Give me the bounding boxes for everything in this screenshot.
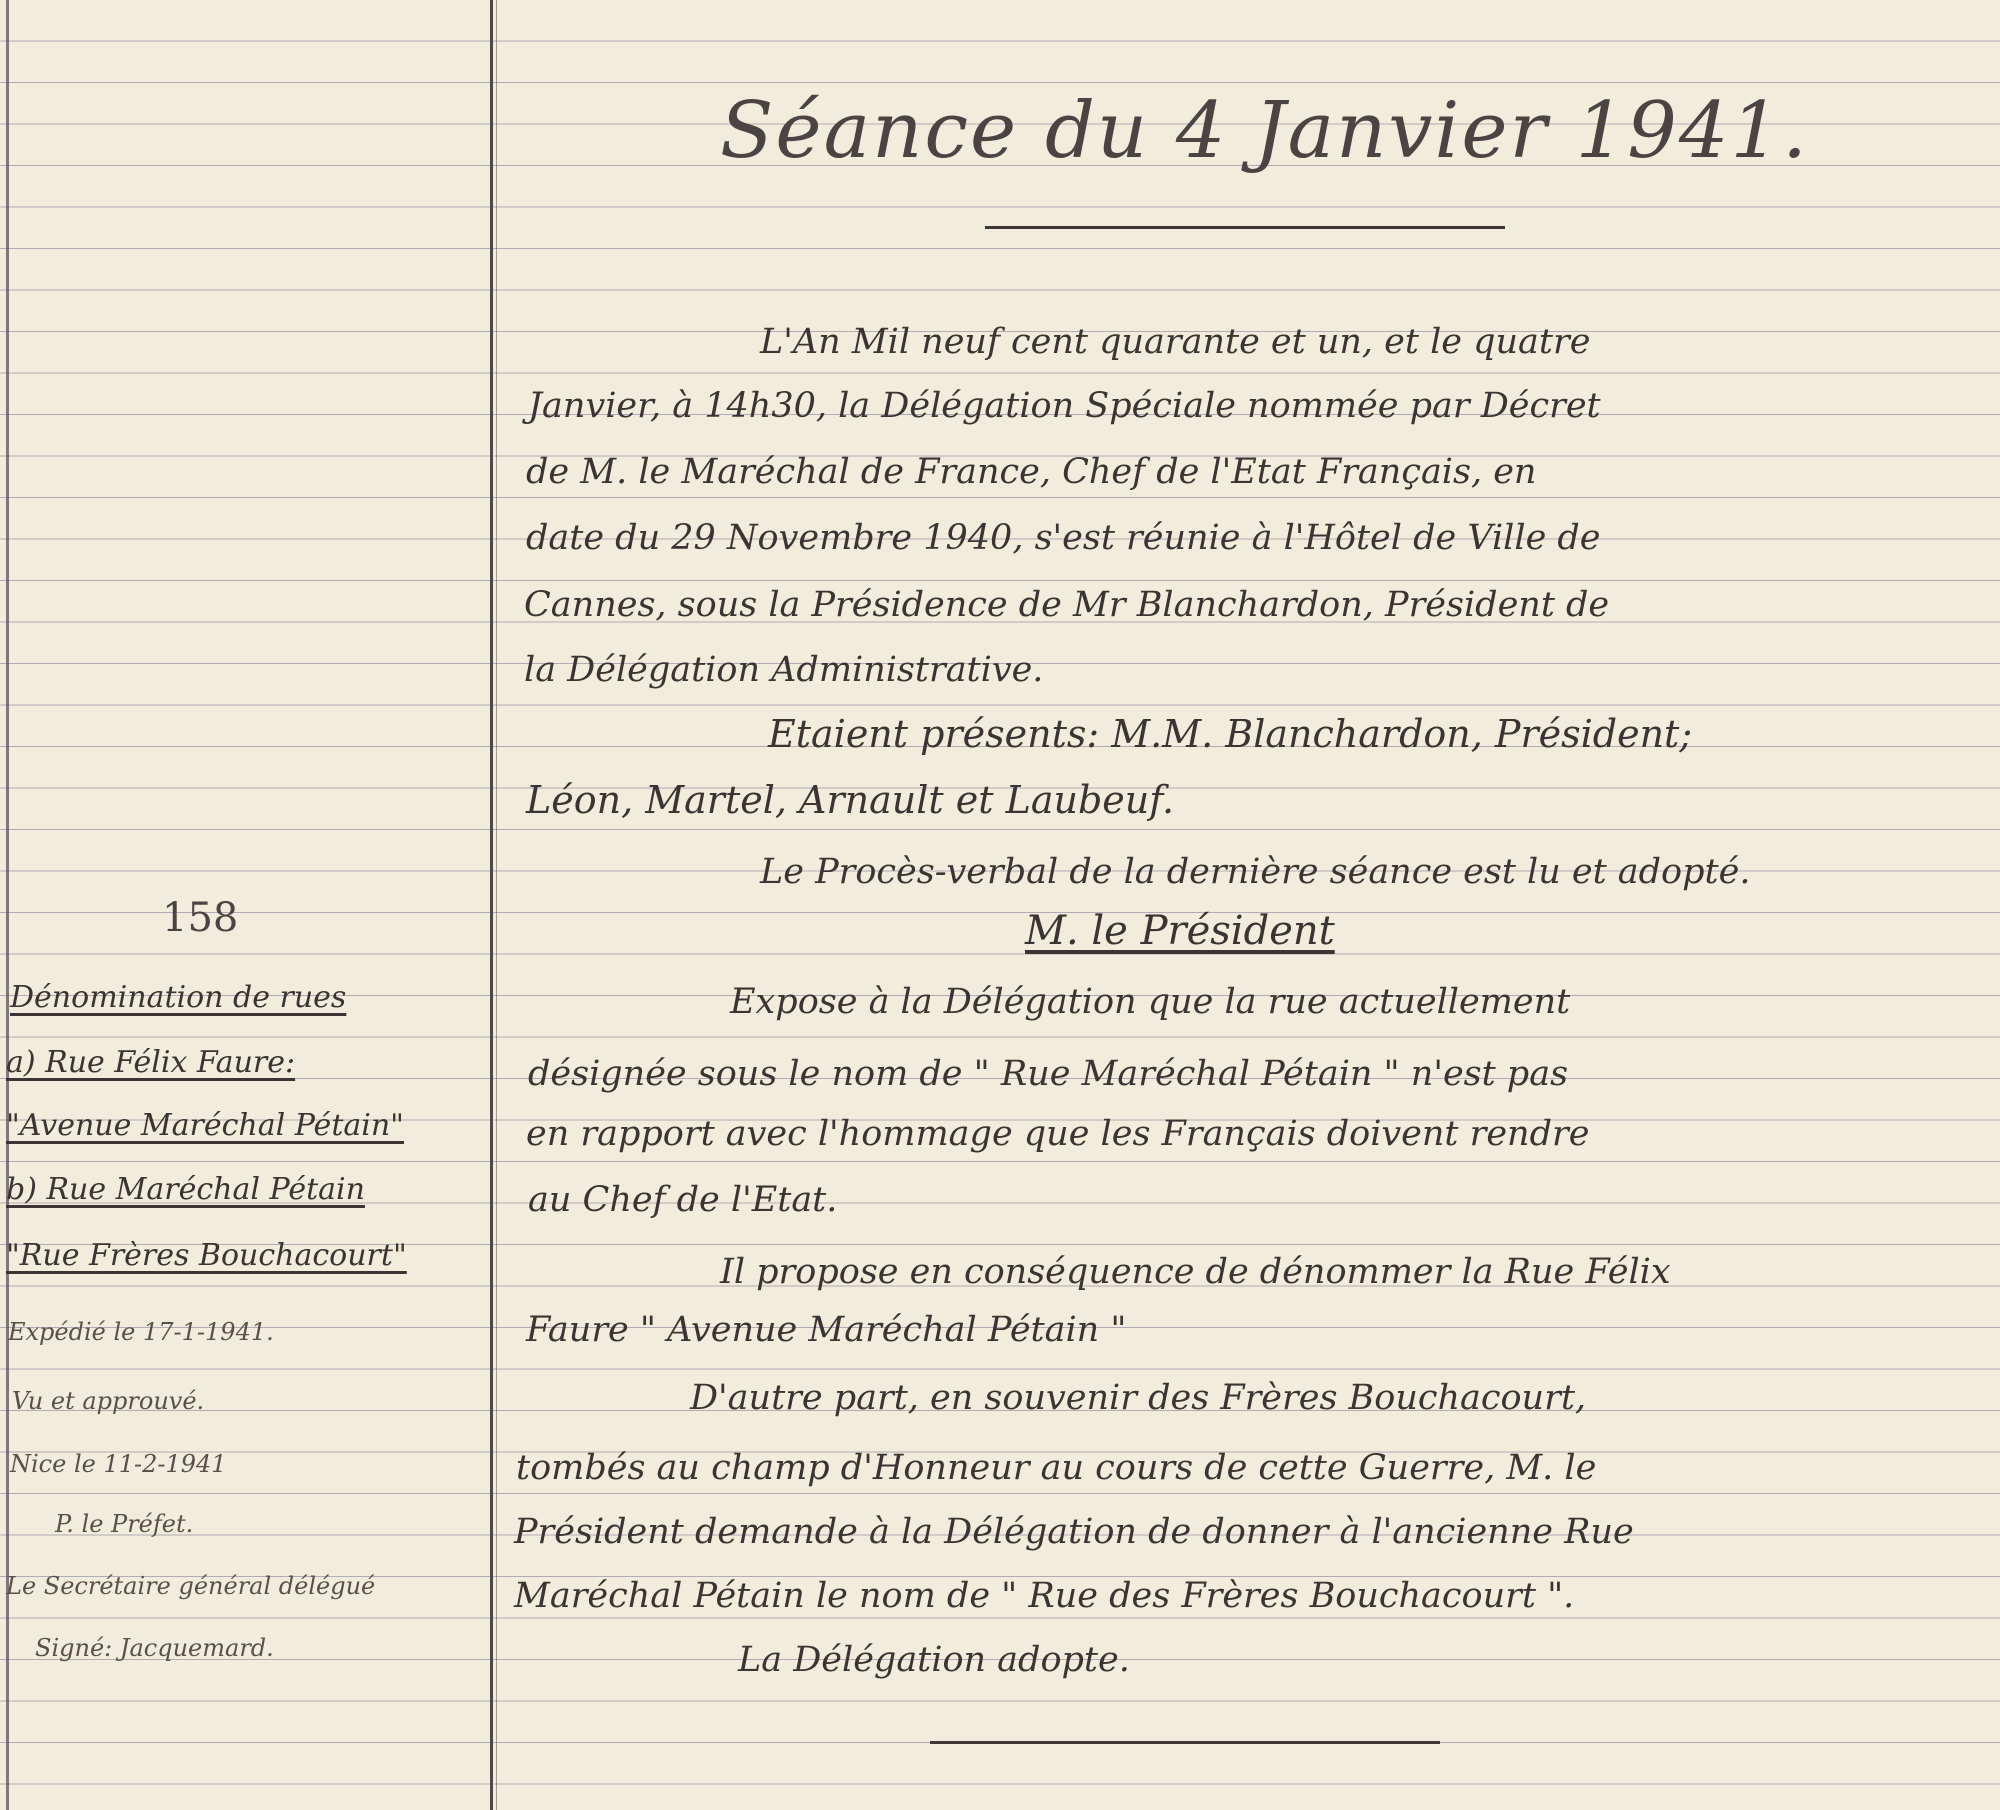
margin-item-a: a) Rue Félix Faure: [6, 1045, 296, 1080]
margin-page-number: 158 [162, 895, 239, 941]
margin-note: Signé: Jacquemard. [35, 1634, 274, 1662]
margin-note: Nice le 11-2-1941 [10, 1450, 227, 1478]
body-line: désignée sous le nom de " Rue Maréchal Pétain " n'est pas [528, 1054, 1569, 1094]
body-line: Maréchal Pétain le nom de " Rue des Frères Bouchacourt ". [514, 1576, 1575, 1616]
body-line: Le Procès-verbal de la dernière séance est lu et adopté. [760, 852, 1751, 892]
margin-note: Expédié le 17-1-1941. [8, 1318, 274, 1346]
page-edge-line [6, 0, 9, 1810]
speaker-heading: M. le Président [1025, 908, 1335, 954]
margin-note: P. le Préfet. [55, 1510, 194, 1538]
body-line: D'autre part, en souvenir des Frères Bouchacourt, [690, 1378, 1587, 1418]
body-line: de M. le Maréchal de France, Chef de l'Etat Français, en [526, 452, 1537, 492]
body-line: Faure " Avenue Maréchal Pétain " [526, 1310, 1127, 1350]
body-line: Cannes, sous la Présidence de Mr Blanchardon, Président de [524, 585, 1610, 625]
margin-heading: Dénomination de rues [10, 980, 347, 1015]
body-line: Léon, Martel, Arnault et Laubeuf. [526, 778, 1175, 822]
margin-item-b-new-name: "Rue Frères Bouchacourt" [6, 1238, 407, 1273]
body-line: au Chef de l'Etat. [528, 1180, 838, 1220]
margin-rule-secondary [496, 0, 497, 1810]
title-underline [985, 226, 1505, 229]
margin-note: Vu et approuvé. [12, 1387, 205, 1415]
margin-note: Le Secrétaire général délégué [6, 1572, 376, 1600]
body-line: Etaient présents: M.M. Blanchardon, Président; [768, 712, 1693, 756]
body-line: L'An Mil neuf cent quarante et un, et le quatre [760, 322, 1591, 362]
session-title: Séance du 4 Janvier 1941. [720, 86, 1809, 176]
margin-item-b: b) Rue Maréchal Pétain [6, 1172, 365, 1207]
body-line: Expose à la Délégation que la rue actuellement [730, 982, 1571, 1022]
body-line: date du 29 Novembre 1940, s'est réunie à l'Hôtel de Ville de [526, 518, 1601, 558]
margin-item-a-new-name: "Avenue Maréchal Pétain" [6, 1108, 404, 1143]
body-line: la Délégation Administrative. [524, 650, 1044, 690]
body-line: Président demande à la Délégation de donner à l'ancienne Rue [514, 1512, 1634, 1552]
body-line: en rapport avec l'hommage que les Français doivent rendre [526, 1114, 1590, 1154]
body-line: La Délégation adopte. [738, 1640, 1130, 1680]
closing-rule [930, 1741, 1440, 1744]
body-line: tombés au champ d'Honneur au cours de cette Guerre, M. le [516, 1448, 1597, 1488]
body-line: Il propose en conséquence de dénommer la Rue Félix [720, 1252, 1671, 1292]
body-line: Janvier, à 14h30, la Délégation Spéciale nommée par Décret [528, 386, 1601, 426]
margin-rule [490, 0, 493, 1810]
